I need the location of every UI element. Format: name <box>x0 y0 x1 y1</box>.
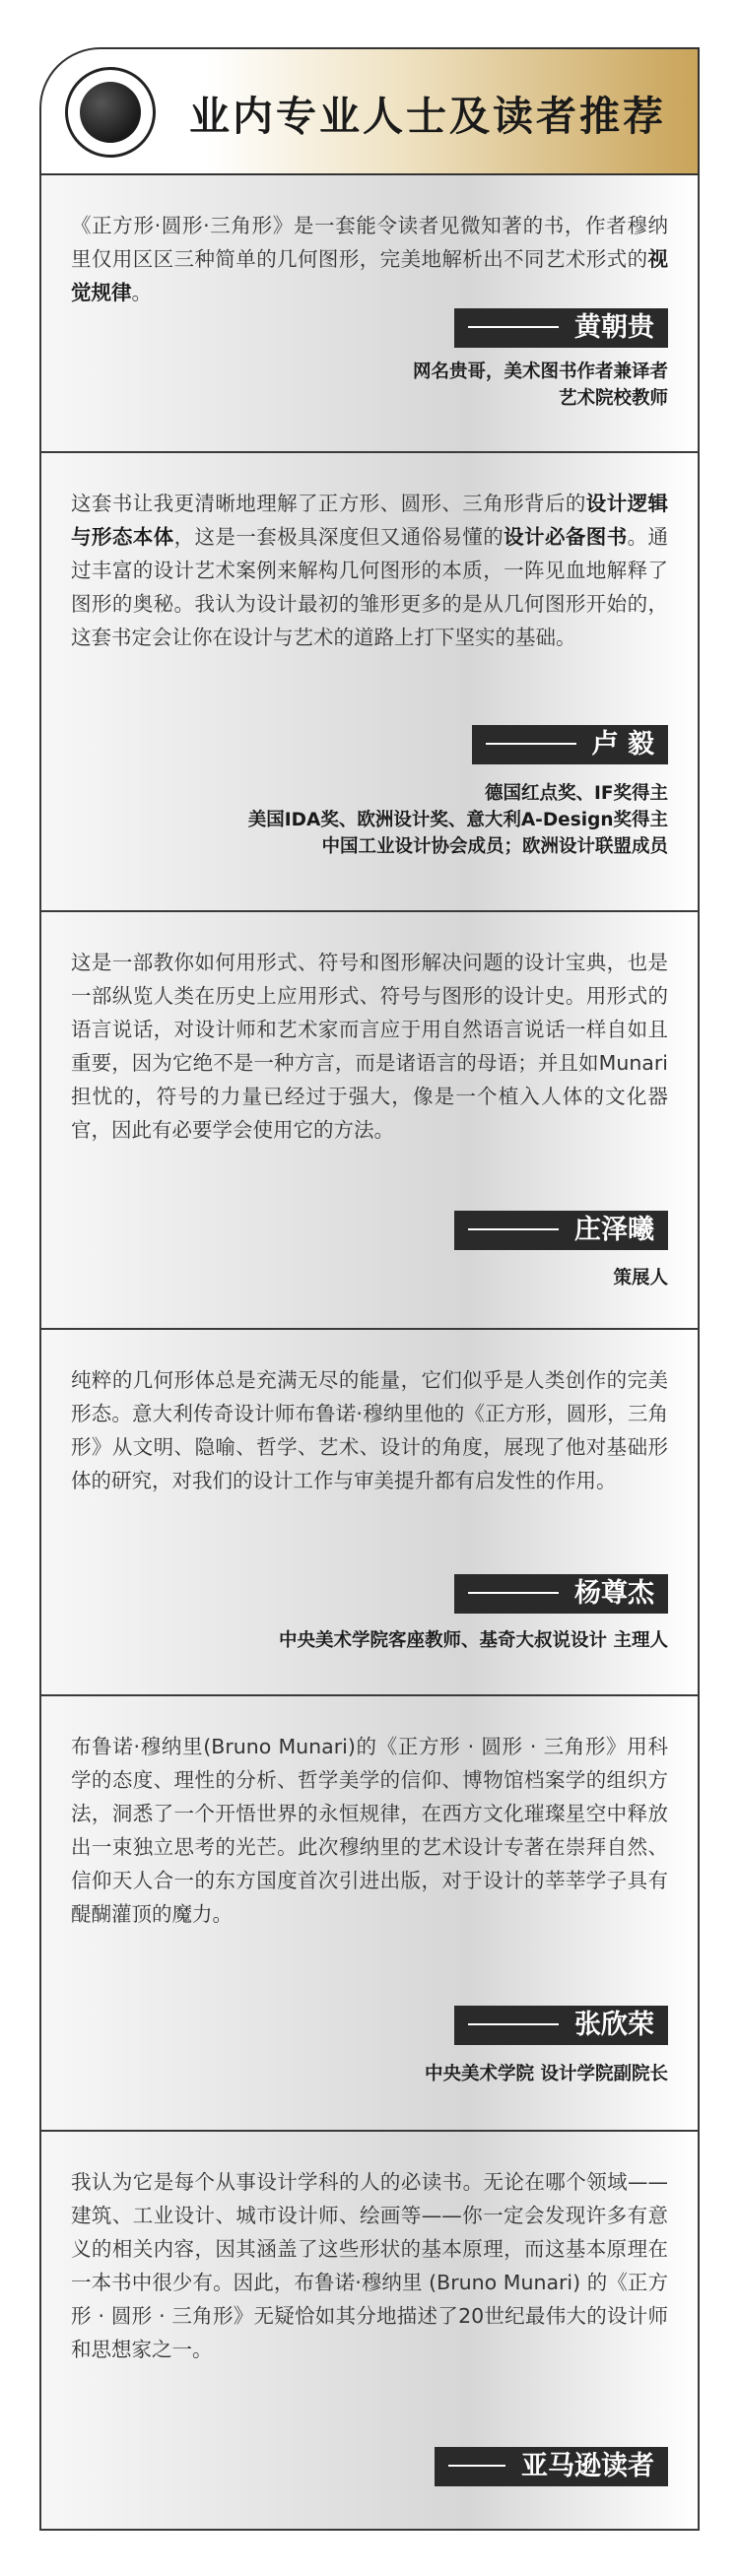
credential-line: 艺术院校教师 <box>558 388 668 409</box>
reviewer-name-bar <box>435 2447 668 2486</box>
reviewer-credentials <box>248 780 668 860</box>
review-text: 布鲁诺·穆纳里(Bruno Munari)的《正方形 · 圆形 · 三角形》用科学的态度、理性的分析、哲学美学的信仰、博物馆档案学的组织方法，洞悉了一个开悟世界的永恒规律，在西方文化璀璨星空中释放出一束独立思考的光芒。此次穆纳里的艺术设计专著在崇拜自然、信仰天人合一的东方国度首次引进出版，对于设计的莘莘学子具有醍醐灌顶的魔力。 <box>71 1735 668 1926</box>
reviewer-credentials <box>413 359 668 412</box>
review-text: 我认为它是每个从事设计学科的人的必读书。无论在哪个领域——建筑、工业设计、城市设计师、绘画等——你一定会发现许多有意义的相关内容，因其涵盖了这些形状的基本原理，而这基本原理在一本书中很少有。因此，布鲁诺·穆纳里 (Bruno Munari) 的《正方形 · 圆形 · 三角形》无疑恰如其分地描述了20世纪最伟大的设计师和思想家之一。 <box>71 2170 668 2361</box>
reviewer-credentials <box>613 1265 668 1291</box>
credential-line: 美国IDA奖、欧洲设计奖、意大利A-Design奖得主 <box>247 810 668 830</box>
page-header <box>39 47 700 175</box>
reviewer-name-bar <box>454 2006 668 2045</box>
review-text: 《正方形·圆形·三角形》是一套能令读者见微知著的书，作者穆纳里仅用区区三种简单的几何图形，完美地解析出不同艺术形式的视觉规律。 <box>71 214 668 304</box>
review-card <box>39 453 700 912</box>
dash-divider <box>448 2465 505 2467</box>
review-card <box>39 1696 700 2132</box>
page-title: 业内专业人士及读者推荐 <box>189 93 666 140</box>
disc-icon-center <box>80 82 141 143</box>
reviewer-name: 杨尊杰 <box>574 1578 654 1609</box>
review-card <box>39 175 700 453</box>
dash-divider <box>468 326 559 328</box>
dash-divider <box>486 743 576 745</box>
reviewer-name: 庄泽曦 <box>574 1215 654 1245</box>
review-text: 这套书让我更清晰地理解了正方形、圆形、三角形背后的设计逻辑与形态本体，这是一套极具深度但又通俗易懂的设计必备图书。通过丰富的设计艺术案例来解构几何图形的本质，一阵见血地解释了图形的奥秘。我认为设计最初的雏形更多的是从几何图形开始的，这套书定会让你在设计与艺术的道路上打下坚实的基础。 <box>71 492 669 649</box>
reviewer-name-bar <box>454 1574 668 1614</box>
reviewer-credentials <box>425 2061 668 2087</box>
review-card <box>39 912 700 1330</box>
reviewer-name: 卢 毅 <box>591 729 654 760</box>
dash-divider <box>468 1228 559 1230</box>
reviewer-name: 黄朝贵 <box>574 312 654 343</box>
reviewer-name: 张欣荣 <box>574 2010 654 2040</box>
dash-divider <box>468 2023 559 2025</box>
reviewer-name-bar <box>454 1211 668 1250</box>
credential-line: 德国红点奖、IF奖得主 <box>484 783 668 804</box>
credential-line: 策展人 <box>613 1268 668 1288</box>
credential-line: 中央美术学院客座教师、基奇大叔说设计 主理人 <box>279 1630 668 1651</box>
reviewer-name-bar <box>472 725 668 764</box>
credential-line: 网名贵哥，美术图书作者兼译者 <box>412 362 668 382</box>
dash-divider <box>468 1592 559 1594</box>
reviewer-name-bar <box>454 308 668 348</box>
credential-line: 中央美术学院 设计学院副院长 <box>425 2064 668 2084</box>
review-card <box>39 1330 700 1696</box>
review-text: 这是一部教你如何用形式、符号和图形解决问题的设计宝典，也是一部纵览人类在历史上应用形式、符号与图形的设计史。用形式的语言说话，对设计师和艺术家而言应于用自然语言说话一样自如且重要，因为它绝不是一种方言，而是诸语言的母语；并且如Munari担忧的，符号的力量已经过于强大，像是一个植入人体的文化器官，因此有必要学会使用它的方法。 <box>71 951 668 1142</box>
credential-line: 中国工业设计协会成员；欧洲设计联盟成员 <box>321 836 668 857</box>
disc-icon <box>65 67 156 158</box>
review-card <box>39 2132 700 2531</box>
reviewer-credentials <box>279 1627 668 1654</box>
reviewer-name: 亚马逊读者 <box>521 2451 654 2481</box>
review-text: 纯粹的几何形体总是充满无尽的能量，它们似乎是人类创作的完美形态。意大利传奇设计师布鲁诺·穆纳里他的《正方形，圆形，三角形》从文明、隐喻、哲学、艺术、设计的角度，展现了他对基础形体的研究，对我们的设计工作与审美提升都有启发性的作用。 <box>71 1368 668 1492</box>
